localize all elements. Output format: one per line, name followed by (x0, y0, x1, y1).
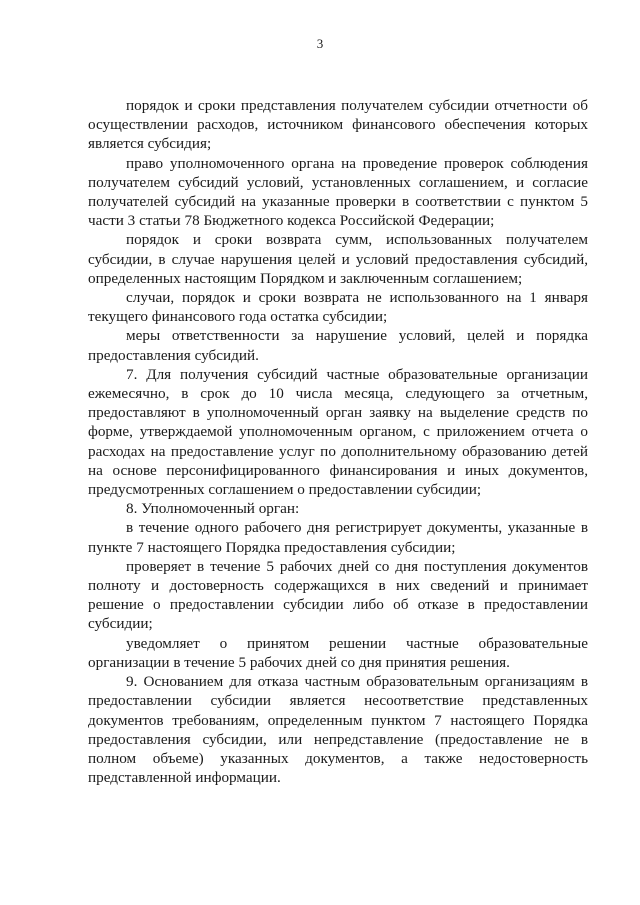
paragraph-item-9: 9. Основанием для отказа частным образовательным организациям в предоставлении субсидии является несоответствие представленных документов требованиям, определенным пунктом 7 настоящего Порядка предоставления субсидии, или непредставление (предоставление не в полном объеме) указанных документов, а также недостоверность представленной информации. (88, 673, 588, 787)
page-number: 3 (316, 36, 324, 51)
paragraph-item-8: 8. Уполномоченный орган: (126, 500, 300, 518)
paragraph-notification: уведомляет о принятом решении частные образовательные организации в течение 5 рабочих дней со дня принятия решения. (88, 634, 588, 671)
paragraph-unused-balance: случаи, порядок и сроки возврата не использованного на 1 января текущего финансового года остатка субсидии; (88, 289, 588, 326)
paragraph-return-procedure: порядок и сроки возврата сумм, использованных получателем субсидии, в случае нарушения целей и условий предоставления субсидий, определенных настоящим Порядком и заключенным соглашением; (88, 231, 588, 287)
paragraph-verification: проверяет в течение 5 рабочих дней со дня поступления документов полноту и достоверность содержащихся в них сведений и принимает решение о предоставлении субсидии либо об отказе в предоставлении субсидии; (88, 557, 588, 633)
paragraph-inspection-right: право уполномоченного органа на проведение проверок соблюдения получателем субсидий условий, установленных соглашением, и согласие получателей субсидий на указанные проверки в соответствии с пунктом 5 части 3 статьи 78 Бюджетного кодекса Российской Федерации; (88, 154, 588, 230)
paragraph-item-7: 7. Для получения субсидий частные образовательные организации ежемесячно, в срок до 10 числа месяца, следующего за отчетным, предоставляют в уполномоченный орган заявку на выделение средств по форме, утверждаемой уполномоченным органом, с приложением отчета о расходах на предоставление услуг по дополнительному образованию детей на основе персонифицированного финансирования и иных документов, предусмотренных соглашением о предоставлении субсидии; (88, 365, 588, 499)
paragraph-reporting-procedure: порядок и сроки представления получателем субсидии отчетности об осуществлении расходов, источником финансового обеспечения которых является субсидия; (88, 97, 588, 153)
document-body (88, 96, 588, 787)
paragraph-liability: меры ответственности за нарушение условий, целей и порядка предоставления субсидий. (88, 327, 588, 364)
paragraph-registration: в течение одного рабочего дня регистрирует документы, указанные в пункте 7 настоящего Порядка предоставления субсидии; (88, 519, 588, 556)
